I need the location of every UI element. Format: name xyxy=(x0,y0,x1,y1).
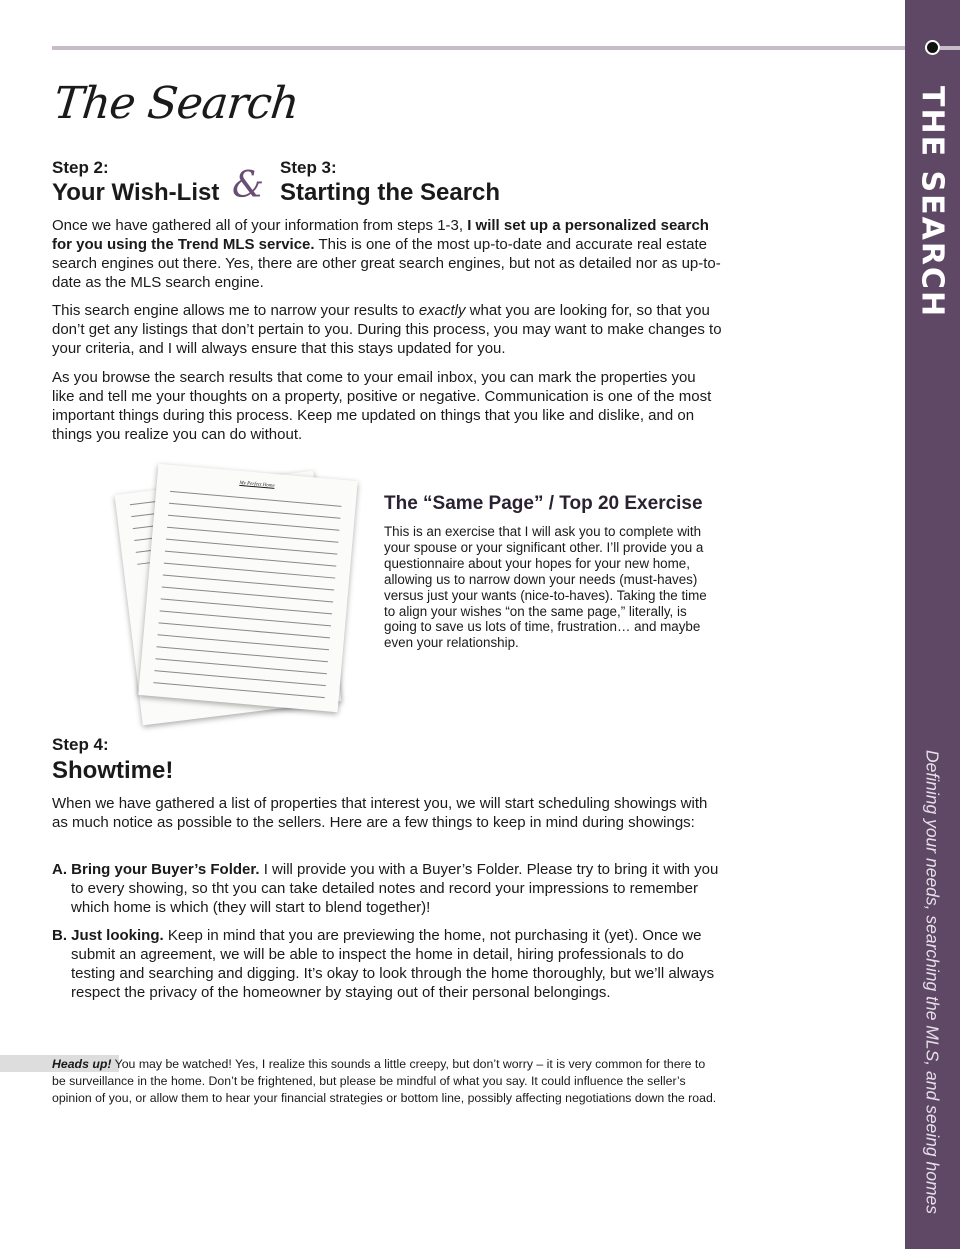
sidebar-subtitle: Defining your needs, searching the MLS, and seeing homes xyxy=(922,750,943,1215)
paragraph-2: This search engine allows me to narrow your results to exactly what you are looking for, so that you don’t get any listings that don’t pertain to you. During this process, you may want to make changes to your criteria, and I will always ensure that this stays updated for you. xyxy=(52,302,722,357)
sidebar-title: THE SEARCH xyxy=(914,86,950,319)
step2-title: Your Wish-List xyxy=(52,179,220,206)
step4-label: Step 4: xyxy=(52,735,109,754)
step3-title: Starting the Search xyxy=(280,179,501,206)
page-title: The Search xyxy=(51,78,301,129)
step4-title: Showtime! xyxy=(52,757,174,784)
questionnaire-title: My Perfect Home xyxy=(239,480,275,489)
exercise-title: The “Same Page” / Top 20 Exercise xyxy=(384,493,703,514)
step2-label: Step 2: xyxy=(52,158,109,177)
header-rule xyxy=(52,46,932,50)
tip-just-looking: B. Just looking. Keep in mind that you are previewing the home, not purchasing it (yet). Once we submit an agreement, we will be able to inspect the home in detail, hiring professionals to do testing and searching and digging. It’s okay to look through the home thoroughly, but we’ll always respect the privacy of the homeowner by staying out of their personal belongings. xyxy=(52,927,715,1001)
rule-dot-icon xyxy=(925,40,940,55)
paragraph-1: Once we have gathered all of your information from steps 1-3, I will set up a personalized search for you using the Trend MLS service. This is one of the most up-to-date and accurate real estate search engines out there. Yes, there are other great search engines, but not as detailed nor as up-to-date as the MLS search engine. xyxy=(52,217,721,291)
tip-buyers-folder: A. Bring your Buyer’s Folder. I will provide you with a Buyer’s Folder. Please try to bring it with you to every showing, so tht you can take detailed notes and record your impressions to remember which home is which (they will start to blend together)! xyxy=(52,861,719,916)
heads-up-note: Heads up! You may be watched! Yes, I realize this sounds a little creepy, but don’t worry – it is very common for there to be surveillance in the home. Don’t be frightened, but please be mindful of what you say. It could influence the seller’s opinion of you, or allow them to hear your financial strategies or bottom line, possibly affecting negotiations down the road. xyxy=(52,1057,717,1105)
header-rule-end xyxy=(940,46,960,50)
ampersand: & xyxy=(232,165,265,206)
exercise-body: This is an exercise that I will ask you to complete with your spouse or your significant other. I’ll provide you a questionnaire about your hopes for your new home, allowing us to narrow down your needs (must-haves) versus just your wants (nice-to-haves). Taking the time to align your wishes “on the same page,” literally, is going to save us lots of time, frustration… and maybe even your relationship. xyxy=(384,524,707,651)
paragraph-3: As you browse the search results that come to your email inbox, you can mark the properties you like and tell me your thoughts on a property, positive or negative. Communication is one of the most important things during this process. Keep me updated on things that you like and dislike, and on things you realize you can do without. xyxy=(52,369,712,443)
step4-intro: When we have gathered a list of properties that interest you, we will start scheduling showings with as much notice as possible to the sellers. Here are a few things to keep in mind during showings: xyxy=(52,795,708,831)
step3-label: Step 3: xyxy=(280,158,337,177)
